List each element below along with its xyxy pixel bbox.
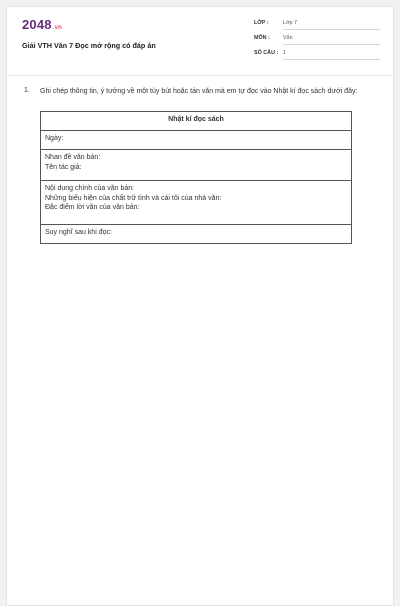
question-number: 1. [24, 87, 30, 94]
table-row [41, 131, 352, 150]
class-label: LỚP : [254, 20, 269, 26]
date-label: Ngày: [45, 135, 64, 142]
subject-label: MÔN : [254, 35, 270, 41]
subject-value: Văn [283, 35, 380, 45]
author-label: Tên tác giả: [45, 163, 82, 171]
title-author-cell [41, 150, 352, 181]
document-title: Giải VTH Văn 7 Đọc mở rộng có đáp án [22, 41, 156, 50]
text-title-label: Nhan đề văn bản: [45, 154, 101, 161]
table-row [41, 181, 352, 225]
reading-diary-table [40, 111, 352, 244]
logo-suffix-text: .vn [52, 25, 63, 31]
table-row [41, 225, 352, 244]
worksheet-page [6, 6, 394, 606]
lyrical-label: Những biểu hiện của chất trữ tình và cái tôi của nhà văn: [45, 194, 222, 202]
question-text: Ghi chép thông tin, ý tưởng về một tùy bút hoặc tản văn mà em tự đọc vào Nhật kí đọc sách dưới đây: [40, 88, 358, 95]
reflection-cell [41, 225, 352, 244]
question-count-label: SỐ CÂU : [254, 50, 279, 56]
reflection-label: Suy nghĩ sau khi đọc: [45, 229, 112, 236]
class-value: Lớp 7 [283, 20, 380, 30]
table-row [41, 112, 352, 131]
meta-count-row [254, 50, 380, 61]
language-label: Đặc điểm lời văn của văn bản: [45, 204, 140, 211]
table-row [41, 150, 352, 181]
meta-subject-row [254, 35, 380, 46]
content-cell [41, 181, 352, 225]
worksheet-header [7, 7, 393, 76]
site-logo[interactable] [22, 17, 62, 32]
question-count-value: 1 [283, 50, 380, 60]
date-cell [41, 131, 352, 150]
logo-main-text: 2048 [22, 17, 52, 32]
diary-title: Nhật kí đọc sách [41, 112, 352, 131]
meta-class-row [254, 20, 380, 31]
content-label: Nội dung chính của văn bản: [45, 185, 135, 192]
